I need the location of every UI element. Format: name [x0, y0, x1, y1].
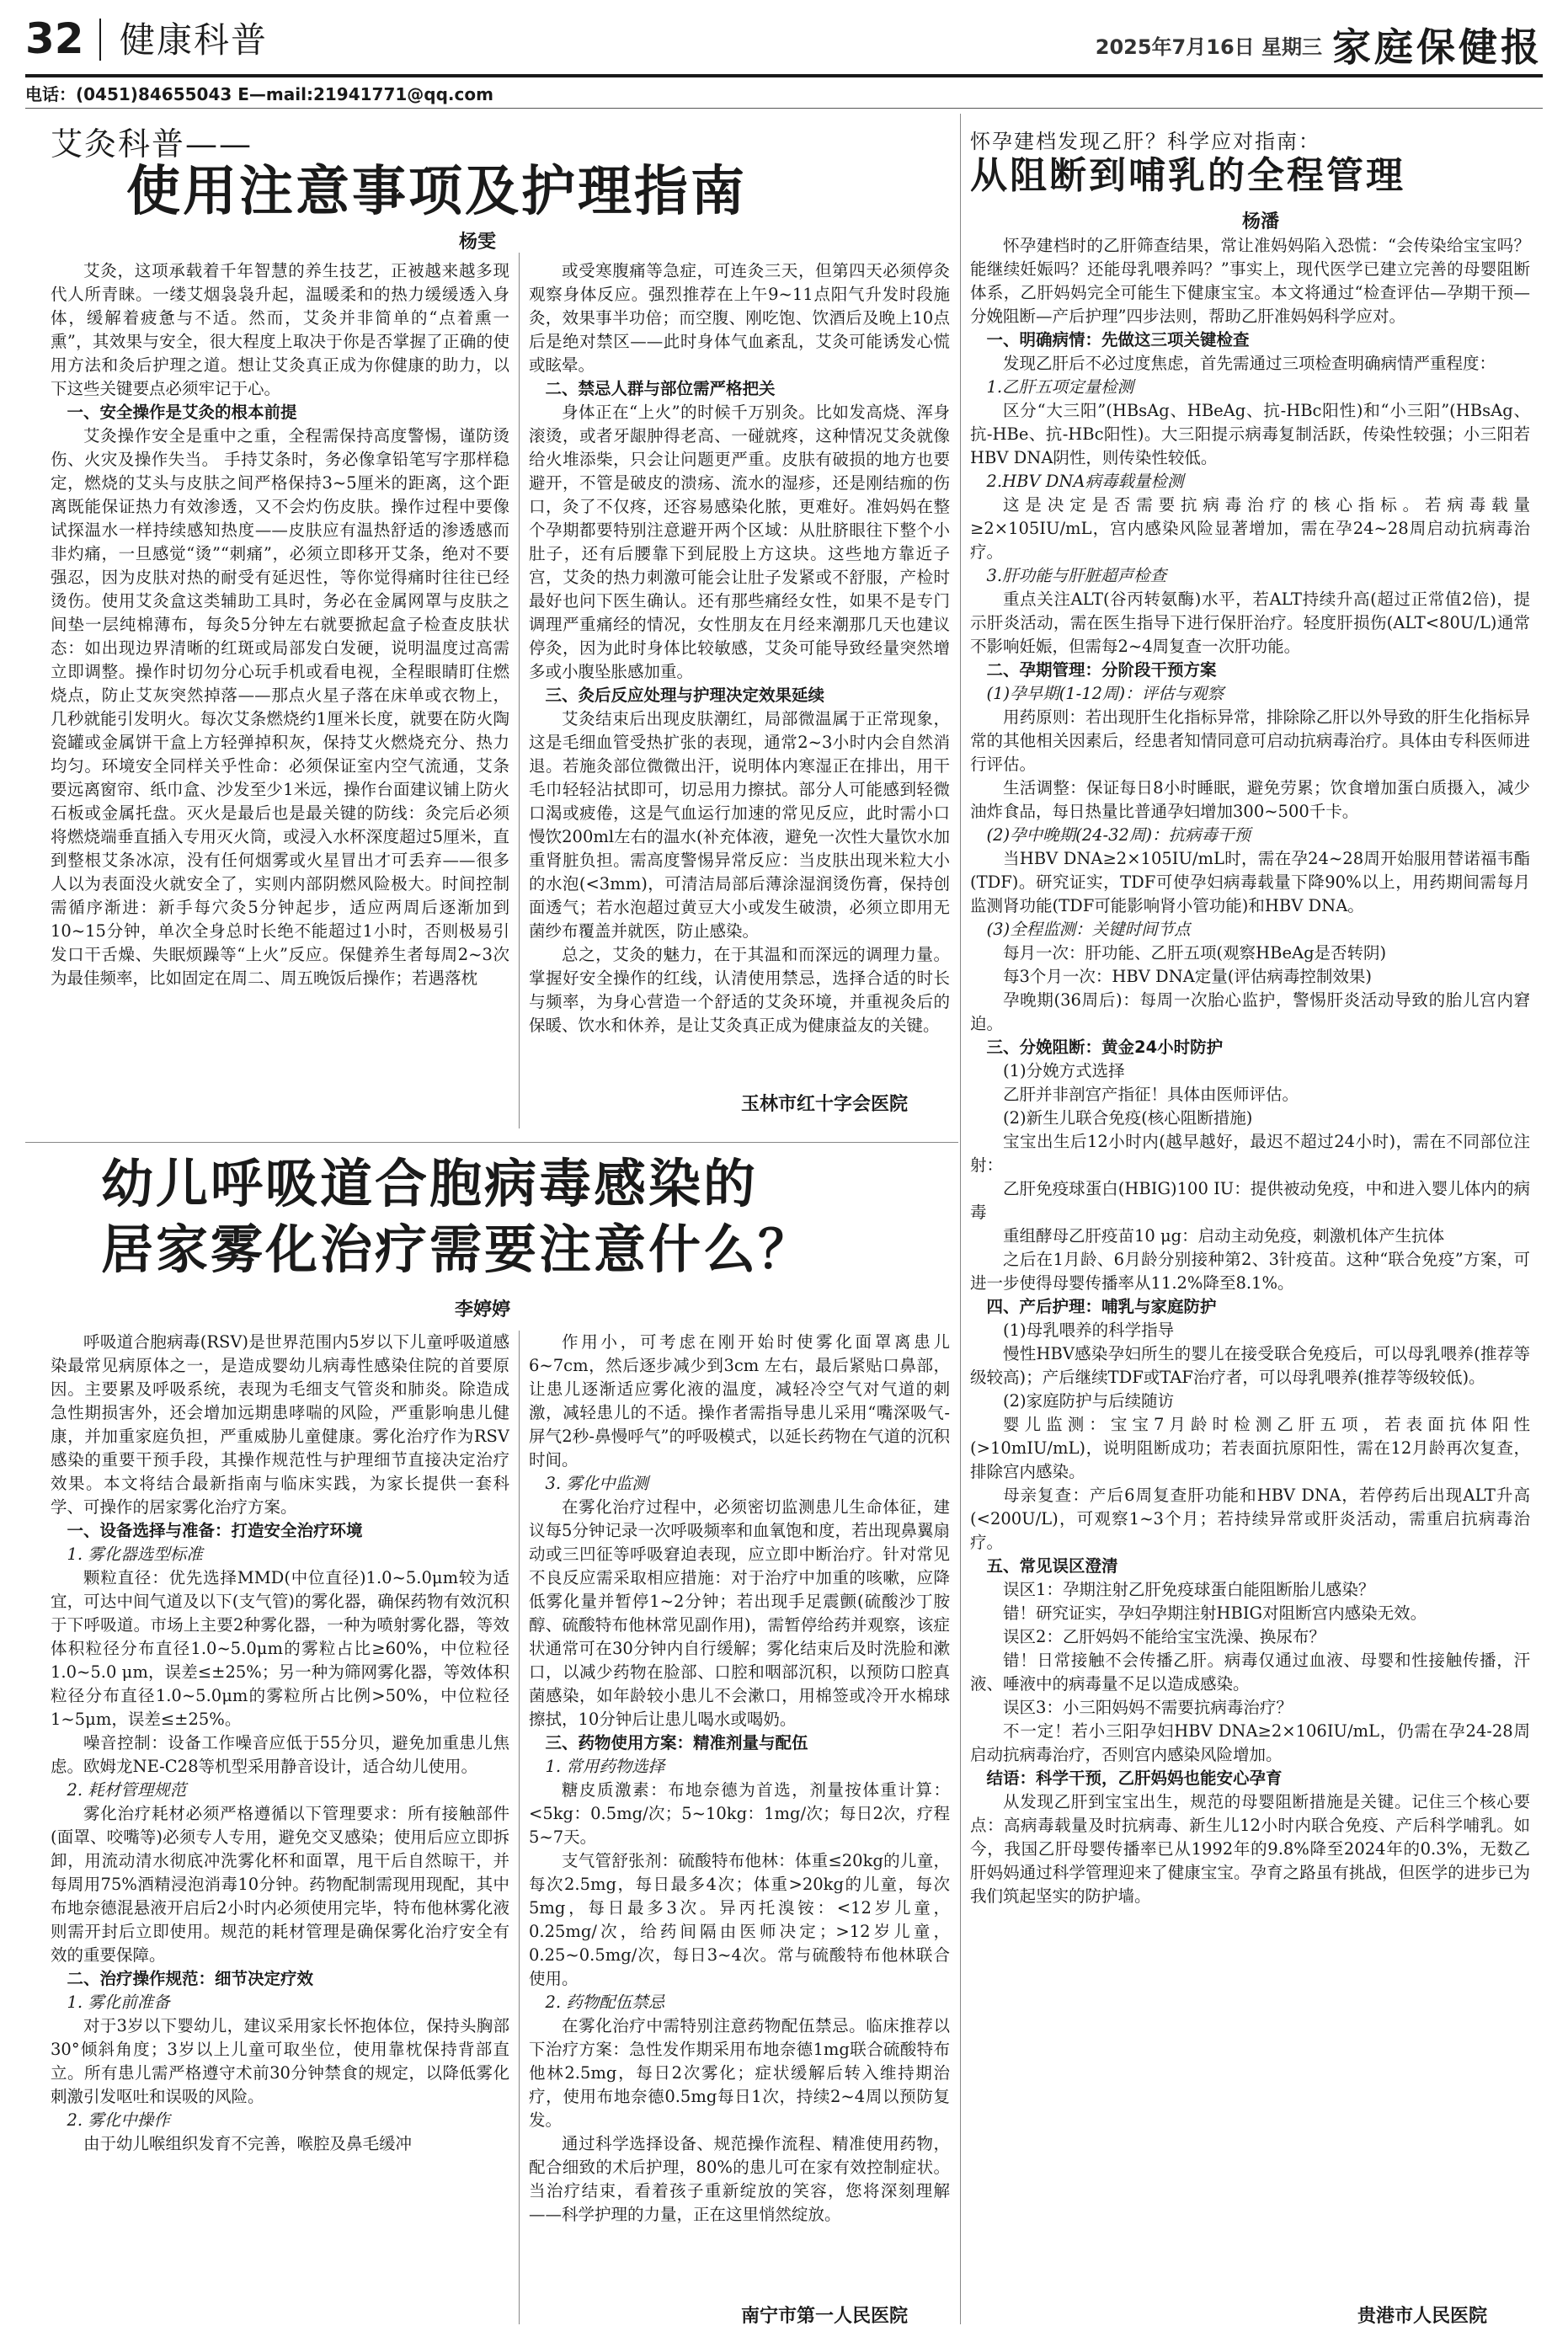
paragraph: 当HBV DNA≥2×105IU/mL时，需在孕24~28周开始服用替诺福韦酯(TDF)。研究证实，TDF可使孕妇病毒载量下降90%以上，用药期间需每月监测肾功能(TDF可能影响肾小管功能)和HBV DNA。: [970, 849, 1530, 915]
paragraph: 误区2：乙肝妈妈不能给宝宝洗澡、换尿布？: [1003, 1627, 1325, 1646]
section-heading: 二、治疗操作规范：细节决定疗效: [67, 1969, 314, 1988]
paragraph: 总之，艾灸的魅力，在于其温和而深远的调理力量。掌握好安全操作的红线，认清使用禁忌，选择合适的时长与频率，为身心营造一个舒适的艾灸环境，并重视灸后的保暖、饮水和休养，是让艾灸真正成为健康益友的关键。: [529, 945, 950, 1035]
article1-source: 玉林市红十字会医院: [741, 1094, 909, 1115]
contact-line: 电话：(0451)84655043 E—mail:21941771@qq.com: [25, 84, 493, 104]
subheading: 2. 雾化中操作: [67, 2110, 170, 2130]
article1-column-2: [529, 259, 950, 1068]
subheading: 2. 药物配伍禁忌: [545, 1993, 665, 2012]
subheading: 2. 耗材管理规范: [67, 1780, 187, 1800]
paragraph: 怀孕建档时的乙肝筛查结果，常让准妈妈陷入恐慌：“会传染给宝宝吗？能继续妊娠吗？还能母乳喂养吗？”事实上，现代医学已建立完善的母婴阻断体系，乙肝妈妈完全可能生下健康宝宝。本文将通过“检查评估—孕期干预—分娩阻断—产后护理”四步法则，帮助乙肝准妈妈科学应对。: [970, 236, 1530, 326]
paragraph: 每3个月一次：HBV DNA定量(评估病毒控制效果): [1003, 967, 1373, 986]
subheading: 1. 常用药物选择: [545, 1757, 665, 1776]
article-separator: [25, 1142, 958, 1143]
paragraph: 糖皮质激素：布地奈德为首选，剂量按体重计算：<5kg：0.5mg/次；5~10kg：1mg/次；每日2次，疗程5~7天。: [529, 1780, 950, 1847]
article3-author: 杨潘: [1242, 211, 1280, 232]
section-heading: 一、明确病情：先做这三项关键检查: [986, 330, 1250, 349]
paragraph: 这是决定是否需要抗病毒治疗的核心指标。若病毒载量≥2×105IU/mL，宫内感染风险显著增加，需在孕24~28周启动抗病毒治疗。: [970, 495, 1530, 562]
column-divider: [960, 114, 961, 2324]
paragraph: 错！日常接触不会传播乙肝。病毒仅通过血液、母婴和性接触传播，汗液、唾液中的病毒量不足以造成感染。: [970, 1651, 1530, 1694]
masthead-rule: [25, 74, 1543, 77]
paragraph: 通过科学选择设备、规范操作流程、精准使用药物，配合细致的术后护理，80%的患儿可在家有效控制症状。当治疗结束，看着孩子重新绽放的笑容，您将深刻理解——科学护理的力量，正在这里悄然绽放。: [529, 2134, 950, 2224]
paragraph: 从发现乙肝到宝宝出生，规范的母婴阻断措施是关键。记住三个核心要点：高病毒载量及时抗病毒、新生儿12小时内联合免疫、产后科学哺乳。如今，我国乙肝母婴传播率已从1992年的9.8%降至2024年的0.3%，无数乙肝妈妈通过科学管理迎来了健康宝宝。孕育之路虽有挑战，但医学的进步已为我们筑起坚实的防护墙。: [970, 1792, 1530, 1906]
paragraph: 宝宝出生后12小时内(越早越好，最迟不超过24小时)，需在不同部位注射：: [970, 1132, 1530, 1175]
paragraph: 艾灸操作安全是重中之重，全程需保持高度警惕，谨防烫伤、火灾及操作失当。 手持艾条时，务必像拿铅笔写字那样稳定，燃烧的艾头与皮肤之间严格保持3~5厘米的距离，这个距离既能保证热力有效渗透，又不会灼伤皮肤。操作过程中要像试探温水一样持续感知热度——皮肤应有温热舒适的渗透感而非灼痛，一旦感觉“烫”“刺痛”，必须立即移开艾条，绝对不要强忍，因为皮肤对热的耐受有延迟性，等你觉得痛时往往已经烫伤。使用艾灸盒这类辅助工具时，务必在金属网罩与皮肤之间垫一层纯棉薄布，每灸5分钟左右就要掀起盒子检查皮肤状态：如出现边界清晰的红斑或局部发白发硬，说明温度过高需立即调整。操作时切勿分心玩手机或看电视，全程眼睛盯住燃烧点，防止艾灰突然掉落——那点火星子落在床单或衣物上，几秒就能引发明火。每次艾条燃烧约1厘米长度，就要在防火陶瓷罐或金属饼干盒上方轻弹掉积灰，保持艾火燃烧充分、热力均匀。环境安全同样关乎性命：必须保证室内空气流通，艾条要远离窗帘、纸巾盒、沙发至少1米远，操作台面建议铺上防火石板或金属托盘。灭火是最后也是最关键的防线：灸完后必须将燃烧端垂直插入专用灭火筒，或浸入水杯深度超过5厘米，直到整根艾条冰凉，没有任何烟雾或火星冒出才可丢弃——很多人以为表面没火就安全了，实则内部阴燃风险极大。时间控制需循序渐进：新手每穴灸5分钟起步，适应两周后逐渐加到10~15分钟，单次全身总时长绝不能超过1小时，否则极易引发口干舌燥、失眠烦躁等“上火”反应。保健养生者每周2~3次为最佳频率，比如固定在周二、周五晚饭后操作；若遇落枕: [51, 426, 509, 988]
section-heading: 结语：科学干预，乙肝妈妈也能安心孕育: [986, 1769, 1283, 1788]
paragraph: 乙肝并非剖宫产指征！具体由医师评估。: [1003, 1085, 1299, 1104]
section-heading: 三、分娩阻断：黄金24小时防护: [986, 1038, 1224, 1057]
subheading: (1)孕早期(1-12周)：评估与观察: [986, 684, 1224, 703]
paragraph: 误区1：孕期注射乙肝免疫球蛋白能阻断胎儿感染？: [1003, 1580, 1375, 1599]
paragraph: 或受寒腹痛等急症，可连灸三天，但第四天必须停灸观察身体反应。强烈推荐在上午9~11点阳气升发时段施灸，效果事半功倍；而空腹、刚吃饱、饮酒后及晚上10点后是绝对禁区——此时身体气血紊乱，艾灸可能诱发心慌或眩晕。: [529, 261, 950, 375]
paragraph: 每月一次：肝功能、乙肝五项(观察HBeAg是否转阴): [1003, 943, 1387, 963]
paragraph: 艾灸，这项承载着千年智慧的养生技艺，正被越来越多现代人所青睐。一缕艾烟袅袅升起，温暖柔和的热力缓缓透入身体，缓解着疲惫与不适。然而，艾灸并非简单的“点着熏一熏”，其效果与安全，很大程度上取决于你是否掌握了正确的使用方法和灸后护理之道。想让艾灸真正成为你健康的助力，以下这些关键要点必须牢记于心。: [51, 261, 509, 398]
section-heading: 二、禁忌人群与部位需严格把关: [545, 379, 776, 398]
paragraph: (2)家庭防护与后续随访: [1003, 1391, 1175, 1411]
article2-author: 李婷婷: [455, 1299, 511, 1320]
paragraph: 之后在1月龄、6月龄分别接种第2、3针疫苗。这种“联合免疫”方案，可进一步使得母婴传播率从11.2%降至8.1%。: [970, 1250, 1530, 1293]
paragraph: 艾灸结束后出现皮肤潮红，局部微温属于正常现象，这是毛细血管受热扩张的表现，通常2~3小时内会自然消退。若施灸部位微微出汗，说明体内寒湿正在排出，用干毛巾轻轻沾拭即可，切忌用力擦拭。部分人可能感到轻微口渴或疲倦，这是气血运行加速的常见反应，此时需小口慢饮200ml左右的温水(补充体液，避免一次性大量饮水加重肾脏负担。需高度警惕异常反应：当皮肤出现米粒大小的水泡(<3mm)，可清洁局部后薄涂湿润烫伤膏，保持创面透气；若水泡超过黄豆大小或发生破溃，必须立即用无菌纱布覆盖并就医，防止感染。: [529, 709, 950, 941]
paragraph: 不一定！若小三阳孕妇HBV DNA≥2×106IU/mL，仍需在孕24-28周启动抗病毒治疗，否则宫内感染风险增加。: [970, 1721, 1530, 1764]
paragraph: 用药原则：若出现肝生化指标异常，排除除乙肝以外导致的肝生化指标异常的其他相关因素后，经患者知情同意可启动抗病毒治疗。具体由专科医师进行评估。: [970, 707, 1530, 774]
paragraph: 作用小，可考虑在刚开始时使雾化面罩离患儿6~7cm，然后逐步减少到3cm 左右，最后紧贴口鼻部，让患儿逐渐适应雾化液的温度，减轻冷空气对气道的刺激，减轻患儿的不适。操作者需指导患儿采用“嘴深吸气-屏气2秒-鼻慢呼气”的呼吸模式，以延长药物在气道的沉积时间。: [529, 1332, 950, 1470]
article3-source: 贵港市人民医院: [1357, 2306, 1488, 2327]
masthead-divider: [99, 19, 101, 61]
paragraph: (1)母乳喂养的科学指导: [1003, 1320, 1175, 1340]
subheading: 3. 雾化中监测: [545, 1474, 648, 1493]
paragraph: 发现乙肝后不必过度焦虑，首先需通过三项检查明确病情严重程度：: [1003, 354, 1496, 373]
subheading: (3)全程监测：关键时间节点: [986, 920, 1191, 939]
paragraph: 区分“大三阳”(HBsAg、HBeAg、抗-HBc阳性)和“小三阳”(HBsAg、抗-HBe、抗-HBc阳性)。大三阳提示病毒复制活跃，传染性较强；小三阳若HBV DNA阴性，则传染性较低。: [970, 401, 1530, 467]
section-heading: 五、常见误区澄清: [986, 1556, 1118, 1576]
paragraph: 错！研究证实，孕妇孕期注射HBIG对阻断宫内感染无效。: [1003, 1603, 1427, 1623]
section-heading: 三、药物使用方案：精准剂量与配伍: [545, 1733, 808, 1752]
paragraph: (2)新生儿联合免疫(核心阻断措施): [1003, 1108, 1253, 1128]
article1-kicker: 艾灸科普——: [51, 125, 253, 163]
subheading: 1. 雾化器选型标准: [67, 1544, 203, 1564]
paragraph: 在雾化治疗中需特别注意药物配伍禁忌。临床推荐以下治疗方案：急性发作期采用布地奈德1mg联合硫酸特布他林2.5mg，每日2次雾化；症状缓解后转入维持期治疗，使用布地奈德0.5mg每日1次，持续2~4周以预防复发。: [529, 2016, 950, 2130]
paragraph: 母亲复查：产后6周复查肝功能和HBV DNA，若停药后出现ALT升高(<200U/L)，可观察1~3个月；若持续异常或肝炎活动，需重启抗病毒治疗。: [970, 1486, 1530, 1552]
article1-author: 杨雯: [459, 232, 497, 253]
paragraph: 婴儿监测：宝宝7月龄时检测乙肝五项，若表面抗体阳性(>10mIU/mL)，说明阻断成功；若表面抗原阳性，需在12月龄再次复查，排除宫内感染。: [970, 1415, 1530, 1481]
section-heading: 一、设备选择与准备：打造安全治疗环境: [67, 1521, 363, 1540]
subheading: 1.乙肝五项定量检测: [986, 377, 1134, 397]
paragraph: 噪音控制：设备工作噪音应低于55分贝，避免加重患儿焦虑。欧姆龙NE-C28等机型采用静音设计，适合幼儿使用。: [51, 1733, 509, 1776]
article3-kicker: 怀孕建档发现乙肝？科学应对指南：: [970, 130, 1320, 153]
paragraph: 重组酵母乙肝疫苗10 μg：启动主动免疫，刺激机体产生抗体: [1003, 1226, 1445, 1246]
article1-column-1: [51, 259, 509, 1127]
paragraph: 颗粒直径：优先选择MMD(中位直径)1.0~5.0μm较为适宜，可达中间气道及以下(支气管)的雾化器，确保药物有效沉积于下呼吸道。市场上主要2种雾化器，一种为喷射雾化器，等效体积粒径分布直径1.0~5.0μm的雾粒占比≥60%，中位粒径1.0~5.0 μm，误差≤±25%；另一种为筛网雾化器，等效体积粒径分布直径1.0~5.0μm的雾粒所占比例>50%，中位粒径1~5μm，误差≤±25%。: [51, 1568, 509, 1729]
paragraph: 身体正在“上火”的时候千万别灸。比如发高烧、浑身滚烫，或者牙龈肿得老高、一碰就疼，这种情况艾灸就像给火堆添柴，只会让问题更严重。皮肤有破损的地方也要避开，不管是破皮的溃疡、流水的湿疹，还是刚结痂的伤口，灸了不仅疼，还容易感染化脓，更难好。准妈妈在整个孕期都要特别注意避开两个区域：从肚脐眼往下整个小肚子，还有后腰靠下到屁股上方这块。这些地方靠近子宫，艾灸的热力刺激可能会让肚子发紧或不舒服，产检时最好也问下医生确认。还有那些痛经女性，如果不是专门调理严重痛经的情况，女性朋友在月经来潮那几天也建议停灸，因为此时身体比较敏感，艾灸可能导致经量突然增多或小腹坠胀感加重。: [529, 403, 950, 681]
paragraph: 支气管舒张剂：硫酸特布他林：体重≤20kg的儿童，每次2.5mg，每日最多4次；体重>20kg的儿童，每次5mg，每日最多3次。异丙托溴铵：<12岁儿童，0.25mg/次，给药间隔由医师决定；>12岁儿童，0.25~0.5mg/次，每日3~4次。常与硫酸特布他林联合使用。: [529, 1851, 950, 1988]
issue-date: 2025年7月16日 星期三: [1095, 35, 1322, 59]
subheading: 2.HBV DNA病毒载量检测: [986, 472, 1184, 491]
article1-title: 使用注意事项及护理指南: [126, 160, 747, 223]
paragraph: (1)分娩方式选择: [1003, 1061, 1125, 1080]
article2-column-1: [51, 1331, 509, 2329]
paragraph: 误区3：小三阳妈妈不需要抗病毒治疗？: [1003, 1698, 1293, 1717]
article3-column: [970, 234, 1530, 2289]
paragraph: 孕晚期(36周后)：每周一次胎心监护，警惕肝炎活动导致的胎儿宫内窘迫。: [970, 990, 1530, 1033]
paragraph: 对于3岁以下婴幼儿，建议采用家长怀抱体位，保持头胸部30°倾斜角度；3岁以上儿童可取坐位，使用靠枕保持背部直立。所有患儿需严格遵守术前30分钟禁食的规定，以降低雾化刺激引发呕吐和误吸的风险。: [51, 2016, 509, 2106]
newspaper-name: 家庭保健报: [1332, 24, 1543, 70]
masthead: [25, 12, 1543, 71]
article2-title-line2: 居家雾化治疗需要注意什么？: [101, 1219, 813, 1280]
paragraph: 由于幼儿喉组织发育不完善，喉腔及鼻毛缓冲: [83, 2134, 413, 2153]
article1-gutter: [519, 253, 520, 1128]
subheading: 1. 雾化前准备: [67, 1993, 170, 2012]
paragraph: 雾化治疗耗材必须严格遵循以下管理要求：所有接触部件(面罩、咬嘴等)必须专人专用，避免交叉感染；使用后应立即拆卸，用流动清水彻底冲洗雾化杯和面罩，甩干后自然晾干，并每周用75%酒精浸泡消毒10分钟。药物配制需现用现配，其中布地奈德混悬液开启后2小时内必须使用完毕，特布他林雾化液则需开封后立即使用。规范的耗材管理是确保雾化治疗安全有效的重要保障。: [51, 1804, 509, 1965]
article2-gutter: [519, 1331, 520, 2324]
subheading: (2)孕中晚期(24-32周)：抗病毒干预: [986, 825, 1251, 845]
paragraph: 乙肝免疫球蛋白(HBIG)100 IU：提供被动免疫，中和进入婴儿体内的病毒: [970, 1179, 1530, 1222]
paragraph: 在雾化治疗过程中，必须密切监测患儿生命体征，建议每5分钟记录一次呼吸频率和血氧饱和度，若出现鼻翼扇动或三凹征等呼吸窘迫表现，应立即中断治疗。针对常见不良反应需采取相应措施：对于治疗中加重的咳嗽，应降低雾化量并暂停1~2分钟；若出现手足震颤(硫酸沙丁胺醇、硫酸特布他林常见副作用)，需暂停给药并观察，该症状通常可在30分钟内自行缓解；雾化结束后及时洗脸和漱口，以减少药物在脸部、口腔和咽部沉积，以预防口腔真菌感染，如年龄较小患儿不会漱口，用棉签或冷开水棉球擦拭，10分钟后让患儿喝水或喝奶。: [529, 1497, 950, 1729]
subheading: 3.肝功能与肝脏超声检查: [986, 566, 1167, 585]
page-number: 32: [25, 14, 84, 63]
section-heading: 三、灸后反应处理与护理决定效果延续: [545, 686, 825, 705]
paragraph: 慢性HBV感染孕妇所生的婴儿在接受联合免疫后，可以母乳喂养(推荐等级较高)；产后继续TDF或TAF治疗者，可以母乳喂养(推荐等级较低)。: [970, 1344, 1530, 1387]
section-heading: 四、产后护理：哺乳与家庭防护: [986, 1297, 1217, 1316]
paragraph: 生活调整：保证每日8小时睡眠，避免劳累；饮食增加蛋白质摄入，减少油炸食品，每日热量比普通孕妇增加300~500千卡。: [970, 778, 1530, 821]
section-title: 健康科普: [120, 19, 269, 61]
article2-title-line1: 幼儿呼吸道合胞病毒感染的: [101, 1153, 759, 1214]
header-rule: [25, 108, 1543, 109]
article2-column-2: [529, 1331, 950, 2278]
paragraph: 重点关注ALT(谷丙转氨酶)水平，若ALT持续升高(超过正常值2倍)，提示肝炎活动，需在医生指导下进行保肝治疗。轻度肝损伤(ALT<80U/L)通常不影响妊娠，但需每2~4周复查一次肝功能。: [970, 590, 1530, 656]
section-heading: 二、孕期管理：分阶段干预方案: [986, 660, 1217, 680]
article3-title: 从阻断到哺乳的全程管理: [970, 154, 1405, 197]
article2-source: 南宁市第一人民医院: [741, 2306, 909, 2327]
section-heading: 一、安全操作是艾灸的根本前提: [67, 403, 297, 422]
paragraph: 呼吸道合胞病毒(RSV)是世界范围内5岁以下儿童呼吸道感染最常见病原体之一，是造成婴幼儿病毒性感染住院的首要原因。主要累及呼吸系统，表现为毛细支气管炎和肺炎。除造成急性期损害外，还会增加远期患哮喘的风险，严重影响患儿健康，并加重家庭负担，严重威胁儿童健康。雾化治疗作为RSV感染的重要干预手段，其操作规范性与护理细节直接决定治疗效果。本文将结合最新指南与临床实践，为家长提供一套科学、可操作的居家雾化治疗方案。: [51, 1332, 509, 1517]
